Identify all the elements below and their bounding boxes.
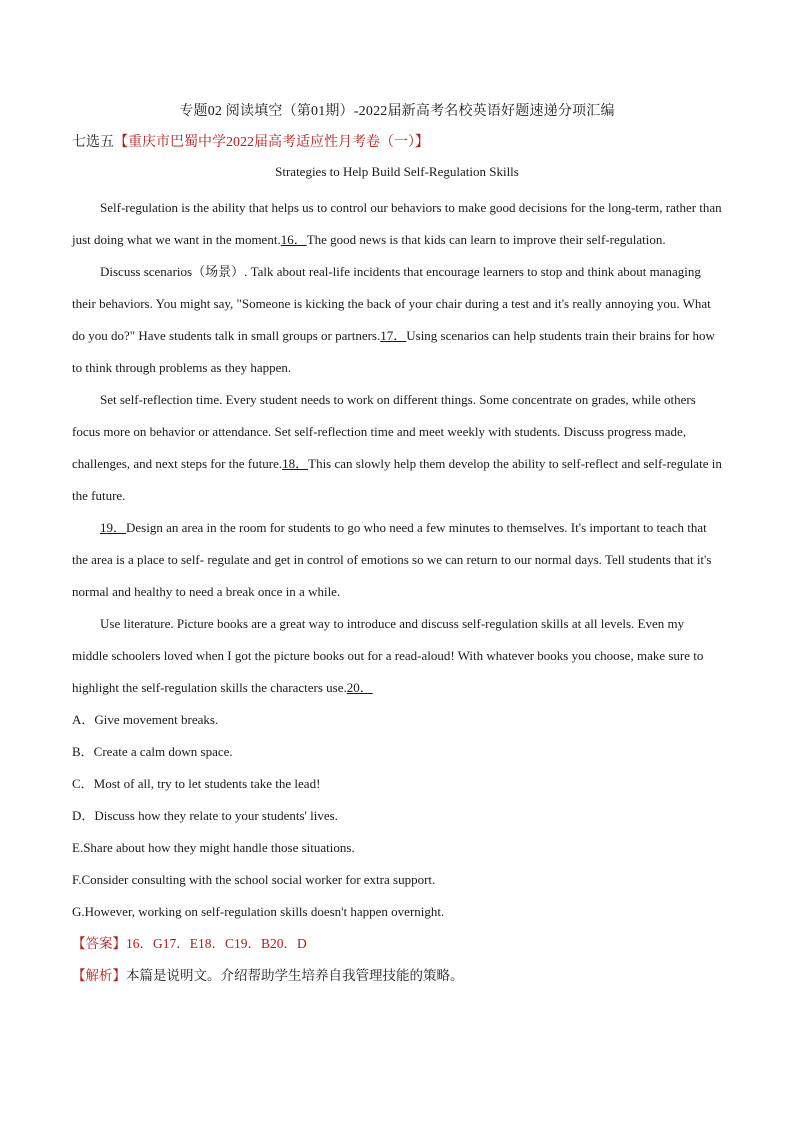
paragraph-4 <box>72 512 722 608</box>
option-g: G.However, working on self-regulation skills doesn't happen overnight. <box>72 904 445 919</box>
paragraph-3-text-continued: This can slowly help them develop the ability to self-reflect and self-regulate in the future. <box>72 456 722 503</box>
blank-19: 19． <box>100 520 127 535</box>
paragraph-1-text: Self-regulation is the ability that helps us to control our behaviors to make good decisions for the long-term, rather than just doing what we want in the moment. <box>72 200 722 247</box>
paragraph-2-text-continued: Using scenarios can help students train their brains for how to think through problems as they happen. <box>72 328 715 375</box>
option-list <box>72 704 722 928</box>
paragraph-1 <box>72 192 722 256</box>
option-f: F.Consider consulting with the school social worker for extra support. <box>72 872 436 887</box>
option-d: D．Discuss how they relate to your students' lives. <box>72 808 338 823</box>
option-b: B．Create a calm down space. <box>72 744 233 759</box>
paragraph-3-text: Set self-reflection time. Every student needs to work on different things. Some concentrate on grades, while others focus more on behavior or attendance. Set self-reflection time and meet weekly with students. Discuss progress made, challenges, and next steps for the future. <box>72 392 696 471</box>
paragraph-5 <box>72 608 722 704</box>
section-type: 七选五 <box>72 135 114 150</box>
passage-body <box>72 192 722 992</box>
answer-text: 16．G17．E18．C19．B20．D <box>126 936 307 951</box>
document-title: 专题02 阅读填空（第01期）-2022届新高考名校英语好题速递分项汇编 <box>179 104 615 119</box>
paragraph-2 <box>72 256 722 384</box>
answer-label: 【答案】 <box>72 936 126 951</box>
paragraph-3 <box>72 384 722 512</box>
paragraph-2-text: Discuss scenarios（场景）. Talk about real-life incidents that encourage learners to stop and think about managing their behaviors. You might say, "Someone is kicking the back of your chair during a test and it's really annoying you. What do you do?" Have students talk in small groups or partners. <box>72 264 711 343</box>
option-e: E.Share about how they might handle those situations. <box>72 840 355 855</box>
blank-18: 18． <box>282 456 309 471</box>
section-heading <box>72 131 429 151</box>
paragraph-4-text: Design an area in the room for students to go who need a few minutes to themselves. It's important to teach that the area is a place to self- regulate and get in control of emotions so we can return to our normal days. Tell students that it's normal and healthy to need a break once in a while. <box>72 520 712 599</box>
paragraph-5-text: Use literature. Picture books are a great way to introduce and discuss self-regulation skills at all levels. Even my middle schoolers loved when I got the picture books out for a read-aloud! With whatever books you choose, make sure to highlight the self-regulation skills the characters use. <box>72 616 704 695</box>
answer-line <box>72 928 722 960</box>
blank-20: 20． <box>346 680 373 695</box>
option-c: C．Most of all, try to let students take the lead! <box>72 776 321 791</box>
analysis-label: 【解析】 <box>72 968 126 983</box>
analysis-line <box>72 960 722 992</box>
passage-title: Strategies to Help Build Self-Regulation Skills <box>275 164 519 179</box>
analysis-text: 本篇是说明文。介绍帮助学生培养自我管理技能的策略。 <box>126 968 464 983</box>
blank-16: 16． <box>280 232 307 247</box>
option-a: A．Give movement breaks. <box>72 712 219 727</box>
source-citation: 【重庆市巴蜀中学2022届高考适应性月考卷（一）】 <box>114 135 429 150</box>
blank-17: 17． <box>380 328 407 343</box>
paragraph-1-text-continued: The good news is that kids can learn to improve their self-regulation. <box>306 232 666 247</box>
